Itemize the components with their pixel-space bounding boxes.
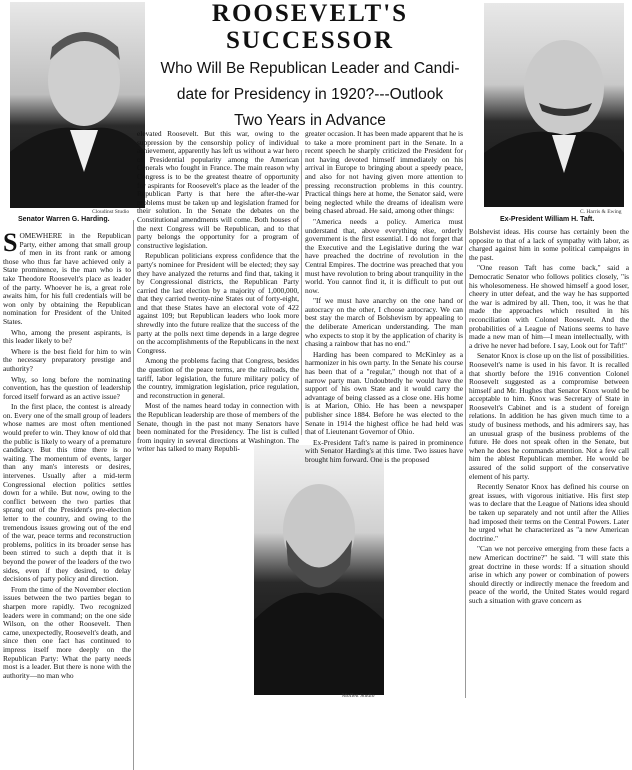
paragraph: "Can we not perceive emerging from these facts a new American doctrine?" he said. "I will state this great doctrine in these words: If a situation should arise in which any power or combination of powers should directly or indirectly menace the freedom and peace of the world, the United States would regard such a situation with grave concern as: [469, 544, 629, 605]
paragraph: Most of the names heard today in connection with the Republican leadership are those of members of the Senate, though in the past not many Senators have been nominated for the Presidency. The list is culled from inquiry in several directions at Washington. The writer has talked to many Republi-: [137, 401, 299, 454]
paragraph: Harding has been compared to McKinley as a harmonizer in his own party. In the Senate his course has been that of a "regular," though not that of a narrow party man. Undoubtedly he would have the support of his own State and it would carry the advantage of being classed as a close one. His home is at Marion, Ohio. He has been a newspaper publisher since 1884. Before he was elected to the Senate in 1914 the highest office he had held was that of Lieutenant Governor of Ohio.: [305, 349, 463, 437]
column-rule: [301, 150, 302, 435]
column-3: [305, 130, 463, 700]
subtitle-line-2: date for Presidency in 1920?---Outlook: [176, 86, 444, 103]
paragraph: "One reason Taft has come back," said a Democratic Senator who follows politics closely, "is his wholesomeness. He showed himself a good loser, cheery in utter defeat, and the way he has supported the war is admired by all. Then, too, it was he that made the approaches which resulted in his reconciliation with Colonel Roosevelt. And the probabilities of a League of Nations seems to have made a new man of him—I mean intellectually, with a drive he never had before. I say, Look out for Taft!": [469, 263, 629, 350]
column-rule: [133, 220, 134, 770]
paragraph: greater occasion. It has been made apparent that he is to take a more prominent part in the Senate. In a recent speech he sharply criticized the President for not having devoted himself immediately on his arrival in Europe to bringing about a speedy peace, and also for not having given more attention to pressing reconstruction problems in this country. Practical things here at home, the Senator said, were being neglected while the dreams of idealism were being chased abroad. He said, among other things:: [305, 130, 463, 216]
taft-portrait: [484, 3, 624, 207]
paragraph: Bolshevist ideas. His course has certainly been the opposite to that of a lack of sympathy with labor, as charged against him in some political campaigns in the past.: [469, 228, 629, 262]
paragraph: Why, so long before the nominating convention, has the question of leadership forced itself forward as an active issue?: [3, 374, 131, 401]
paragraph: In the first place, the contest is already on. Every one of the small group of leaders whose names are most often mentioned would prefer to win. They know of old that the public is likely to weary of a premature candidacy. But this time there is no waiting. The momentum of events, larger than any man's interests or desires, intervenes. Usually after a mid-term Congressional election politics settles down for a while. But now, owing to the conflict between the two parties that sprang out of the President's pre-election letter to the country, and owing to the tremendous issues growing out of the end of the war, peace terms and reconstruction problems, politics in its broader sense has been stirred to such a depth that it is beyond the power of the leaders of the two sides, even if they desired, to delay decisions of party policy and direction.: [3, 402, 131, 584]
paragraph: Where is the best field for him to win the necessary preparatory prestige and authority?: [3, 346, 131, 373]
paragraph: Among the problems facing that Congress, besides the question of the peace terms, are the railroads, the tariff, labor legislation, the future military policy of the country, immigration legislation, price regulation, and reconstruction in general.: [137, 356, 299, 400]
title-line-1: ROOSEVELT'S: [211, 0, 409, 27]
drop-cap: S: [3, 232, 18, 257]
hughes-photo-credit: Moffett Studio: [342, 693, 375, 699]
headline-block: [140, 0, 480, 132]
subtitle-line-1: Who Will Be Republican Leader and Candi-: [160, 60, 460, 77]
paragraph: Ex-President Taft's name is paired in prominence with Senator Harding's at this time. Two issues have brought him forward. One is the proposed: [305, 437, 463, 464]
column-1: [3, 232, 131, 700]
harding-caption: Senator Warren G. Harding.: [18, 216, 110, 223]
paragraph: From the time of the November election issues between the two parties began to sharpen more rapidly. Two recognized leaders were in command; on the one side Wilson, on the other Roosevelt. Then came, unexpectedly, Roosevelt's death, and since then one fact has continued to impress itself more deeply on the Republican Party: What the party needs most is a leader. But there is none with the authority—no man who: [3, 584, 131, 680]
title-line-2: SUCCESSOR: [225, 27, 395, 54]
column-rule: [465, 150, 466, 698]
paragraph: OMEWHERE in the Republican Party, either among that small group of men in its front rank or among those who thus far have achieved only a State prominence, is the man who is to take Theodore Roosevelt's place as leader of the party. Whoever he is, a great role awaits him, for his full credentials will be won only by obtaining the Republican nomination for President of the United States.: [3, 232, 131, 326]
harding-portrait: [10, 2, 145, 208]
harding-photo-credit: Cloudinst Studio: [92, 209, 130, 215]
taft-photo-credit: C. Harris & Ewing: [580, 209, 622, 215]
subtitle-line-3: Two Years in Advance: [234, 112, 386, 129]
column-4: [469, 228, 629, 700]
paragraph: Recently Senator Knox has defined his course on great issues, with vigorous initiative. His first step was to declare that the League of Nations idea should be taken up separately and not until after the Allies had imposed their terms on the Central Powers. Later he urged what he characterized as "a new American doctrine.": [469, 482, 629, 543]
column-2: [137, 130, 299, 700]
paragraph: "America needs a policy. America must understand that, above everything else, orderly government is the first essential. I do not forget that the Executive and the Legislative during the war have preached the doctrine of revolution in the Central Empires. The doctrine was preached that you must have revolution to bring about tranquility in the world. You cannot find it, it is difficult to put out now.: [305, 216, 463, 295]
paragraph: Republican politicians express confidence that the party's nominee for President will be elected; they say they have analyzed the returns and find that, taking it by Congressional districts, the Republican Party carried the last election by a majority of 1,000,000, that they carried twenty-nine States out of forty-eight, and that these States have an electoral vote of 422 against 109; but Republican leaders who look more shrewdly into the future realize that the success of the party at the polls next time depends in a large degree on the accomplishments of the Republicans in the next Congress.: [137, 251, 299, 355]
taft-caption: Ex-President William H. Taft.: [500, 216, 595, 223]
paragraph: Senator Knox is close up on the list of possibilities. Roosevelt's name is used in his favor. It is recalled that shortly before the 1916 convention Colonel Roosevelt suggested as a compromise between himself and Mr. Hughes that Senator Knox would be acceptable to him. Knox was Secretary of State in Roosevelt's Cabinet and is a student of foreign relations. In addition he has given much time to a study of business methods, and his admirers say, has an unusual grasp of the business problems of the future. He does not speak often in the Senate, but when he does he commands attention. Not a few call him the ablest Republican member. He would be assured of the solid support of the conservative element of his party.: [469, 351, 629, 481]
paragraph: Who, among the present aspirants, is this leader likely to be?: [3, 327, 131, 346]
paragraph: "If we must have anarchy on the one hand or autocracy on the other, I choose autocracy. We can best stay the march of Bolshevism by appealing to the deliberate American understanding. The man who expects to stop it by the application of charity is chasing a rainbow that has no end.": [305, 296, 463, 349]
paragraph: elevated Roosevelt. But this war, owing to the suppression by the censorship policy of individual achievement, apparently has left us without a war hero of Presidential popularity among the American Generals who fought in France. The main reason why Congress is to be the greatest theatre of opportunity for aspirants for Roosevelt's place as the leader of the Republican Party is that here the after-the-war problems must be taken up and legislation framed for their solution. In the Senate the debates on the Constitutional amendments will come. Both houses of the next Congress will be Republican, and to that party belongs the opportunity for a program of constructive legislation.: [137, 130, 299, 250]
